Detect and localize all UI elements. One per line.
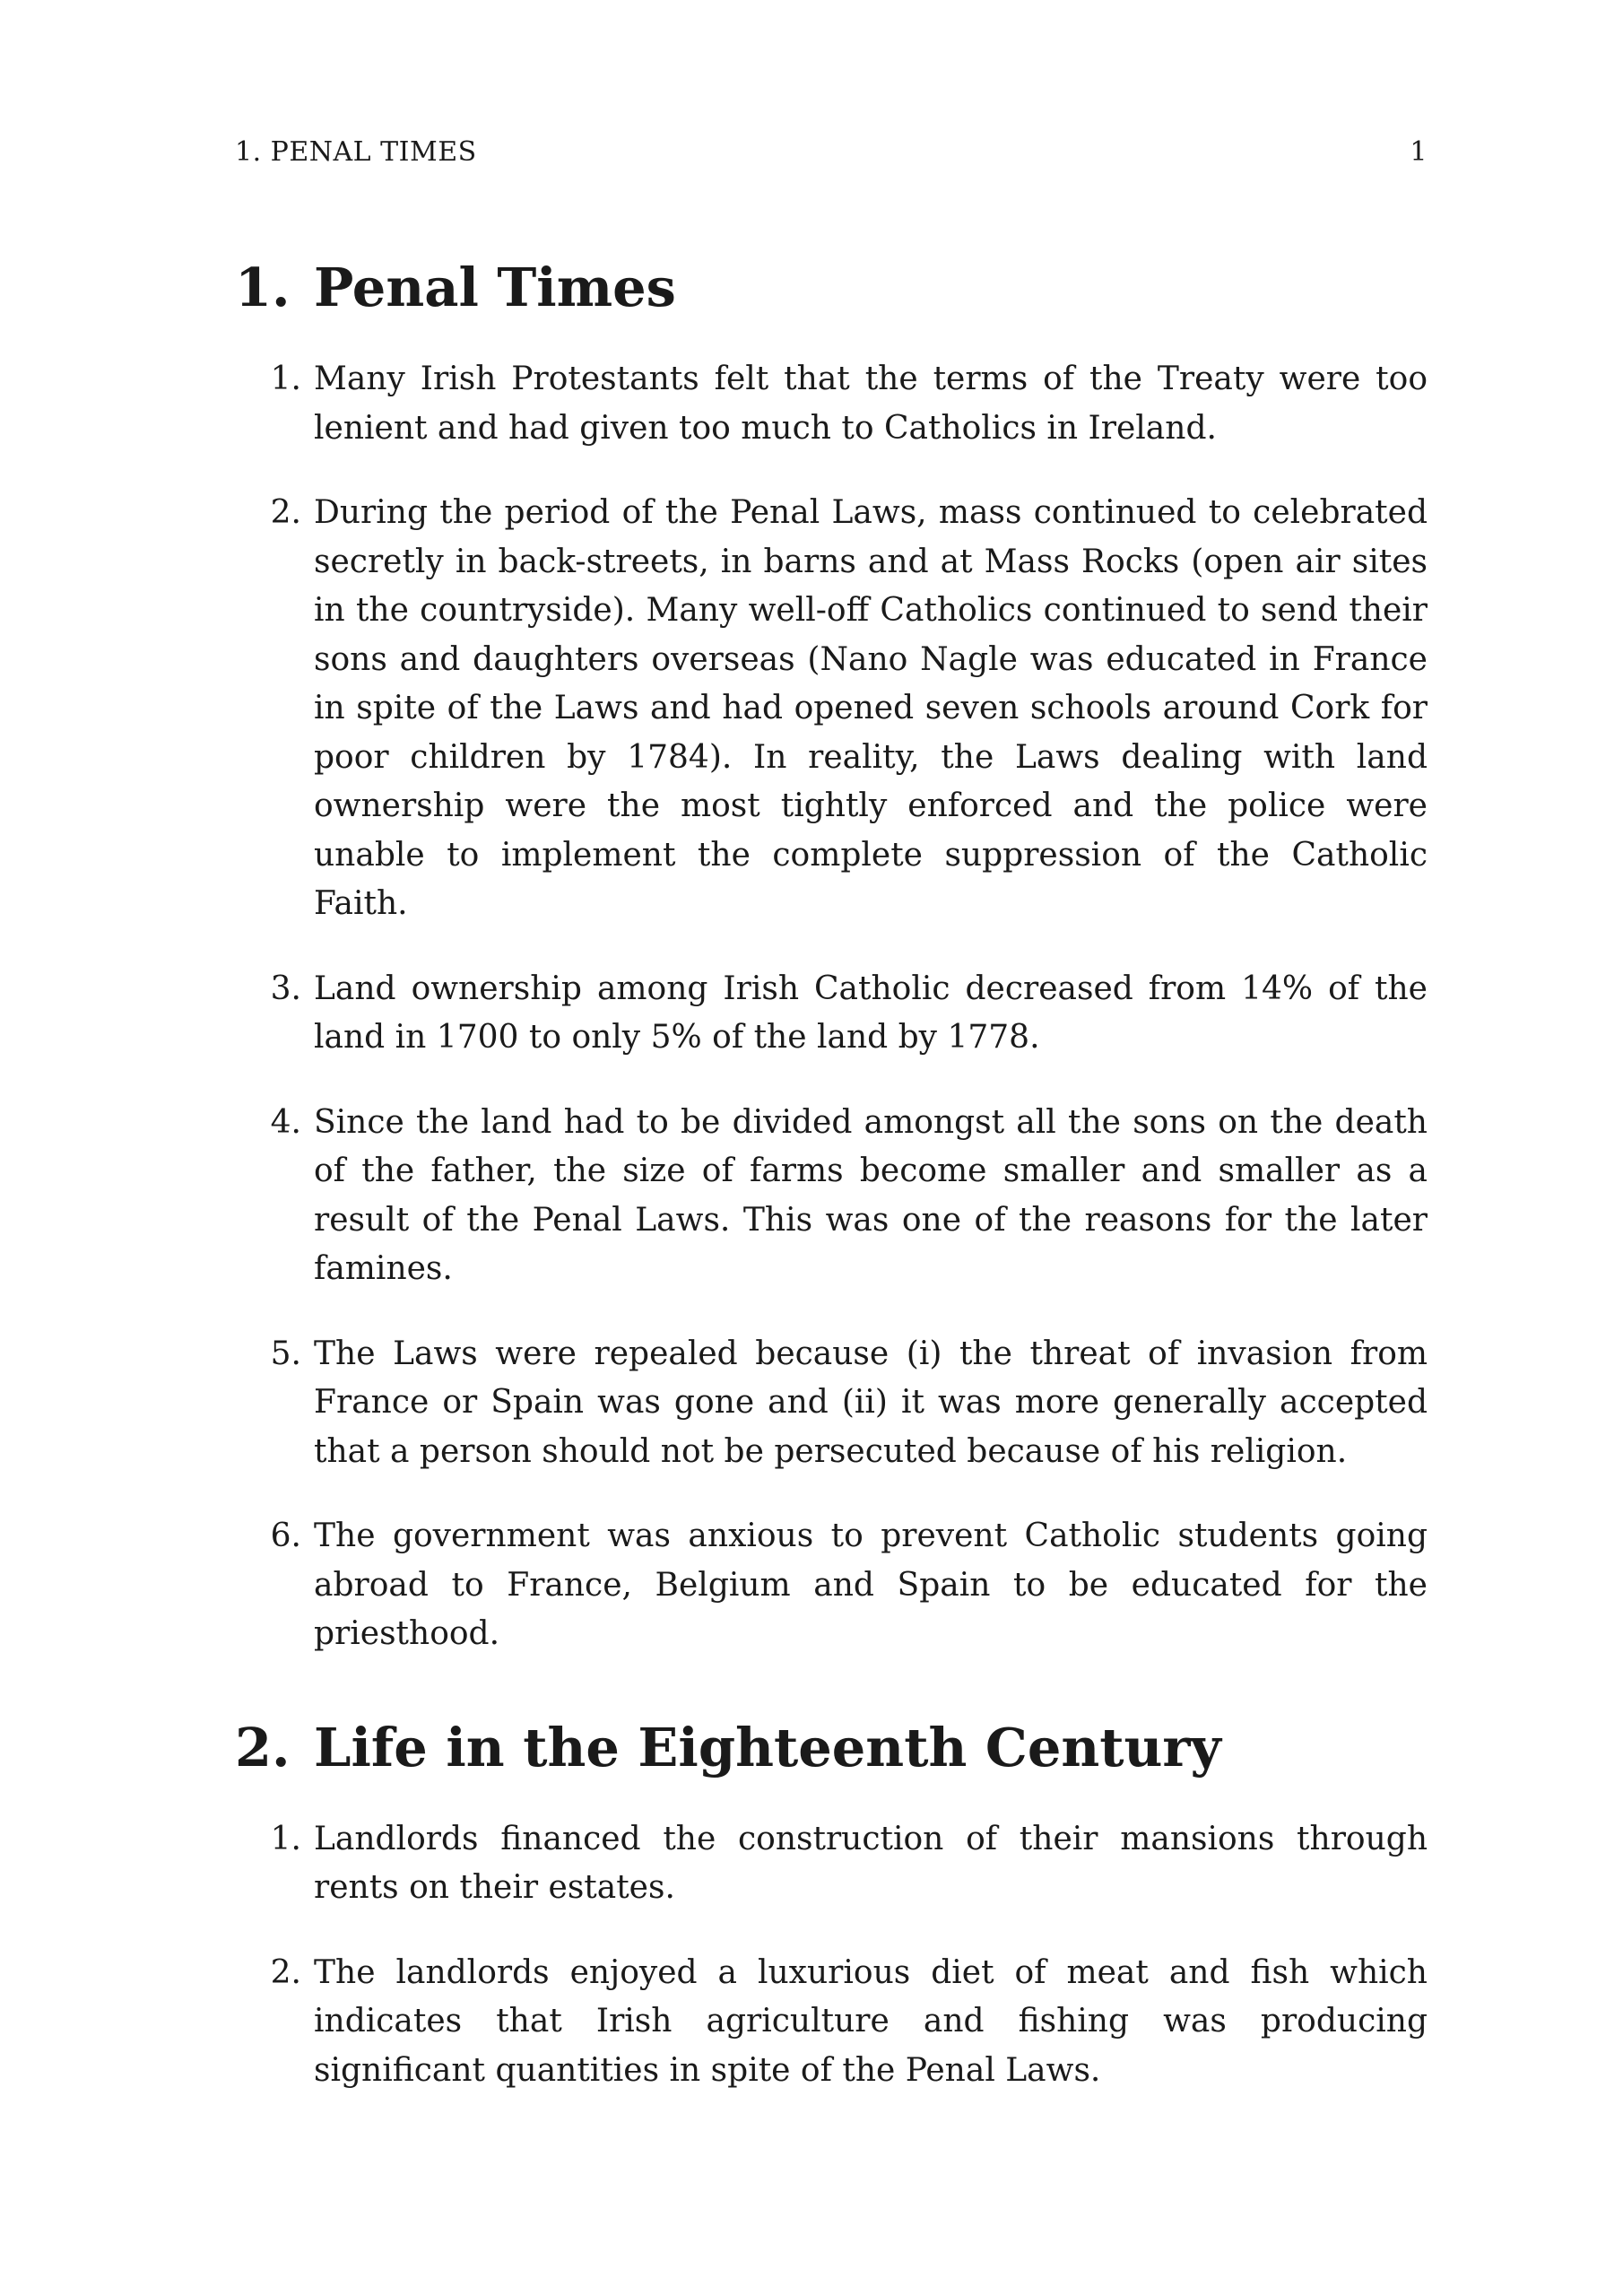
item-marker: 1.	[270, 1820, 301, 1857]
item-text: During the period of the Penal Laws, mass continued to celebrated secretly in back-streets, in barns and at Mass Rocks (open air sites in the countryside). Many well-off Catholics continued to send their sons and daughters overseas (Nano Nagle was educated in France in spite of the Laws and had opened seven schools around Cork for poor children by 1784). In reality, the Laws dealing with land ownership were the most tightly enforced and the police were unable to implement the complete suppression of the Catholic Faith.	[314, 494, 1428, 922]
item-marker: 5.	[270, 1335, 301, 1372]
item-marker: 3.	[270, 970, 301, 1007]
item-text: The government was anxious to prevent Catholic students going abroad to France, Belgium and Spain to be educated for the priesthood.	[314, 1518, 1428, 1652]
item-text: The landlords enjoyed a luxurious diet of meat and fish which indicates that Irish agriculture and fishing was producing significant quantities in spite of the Penal Laws.	[314, 1953, 1428, 2089]
list-item	[235, 1512, 1428, 1659]
item-marker: 2.	[270, 494, 301, 531]
list-item	[235, 1099, 1428, 1294]
item-text: Land ownership among Irish Catholic decreased from 14% of the land in 1700 to only 5% of the land by 1778.	[314, 970, 1428, 1056]
section-item-list	[235, 1815, 1428, 2096]
item-marker: 6.	[270, 1518, 301, 1554]
item-text: Many Irish Protestants felt that the terms of the Treaty were too lenient and had given too much to Catholics in Ireland.	[314, 361, 1428, 447]
item-text: Since the land had to be divided amongst all the sons on the death of the father, the size of farms become smaller and smaller as a result of the Penal Laws. This was one of the reasons for the later famines.	[314, 1103, 1428, 1287]
list-item	[235, 355, 1428, 453]
section-item-list	[235, 355, 1428, 1659]
list-item	[235, 489, 1428, 929]
running-header	[235, 135, 1428, 170]
item-marker: 2.	[270, 1953, 301, 1991]
item-marker: 1.	[270, 361, 301, 397]
list-item	[235, 1330, 1428, 1477]
list-item	[235, 1949, 1428, 2096]
list-item	[235, 965, 1428, 1063]
section-heading	[235, 257, 1428, 319]
list-item	[235, 1815, 1428, 1913]
page-number: 1	[1410, 136, 1428, 168]
section-heading	[235, 1717, 1428, 1779]
section-title: Penal Times	[314, 257, 676, 318]
document-page	[235, 135, 1428, 2131]
item-text: The Laws were repealed because (i) the threat of invasion from France or Spain was gone and (ii) it was more generally accepted that a person should not be persecuted because of his religion.	[314, 1335, 1428, 1470]
item-text: Landlords financed the construction of their mansions through rents on their estates.	[314, 1820, 1428, 1906]
section-number: 1.	[235, 257, 291, 318]
running-title: 1. PENAL TIMES	[235, 136, 477, 168]
section-title: Life in the Eighteenth Century	[314, 1716, 1221, 1779]
section-number: 2.	[235, 1716, 291, 1779]
item-marker: 4.	[270, 1103, 301, 1141]
